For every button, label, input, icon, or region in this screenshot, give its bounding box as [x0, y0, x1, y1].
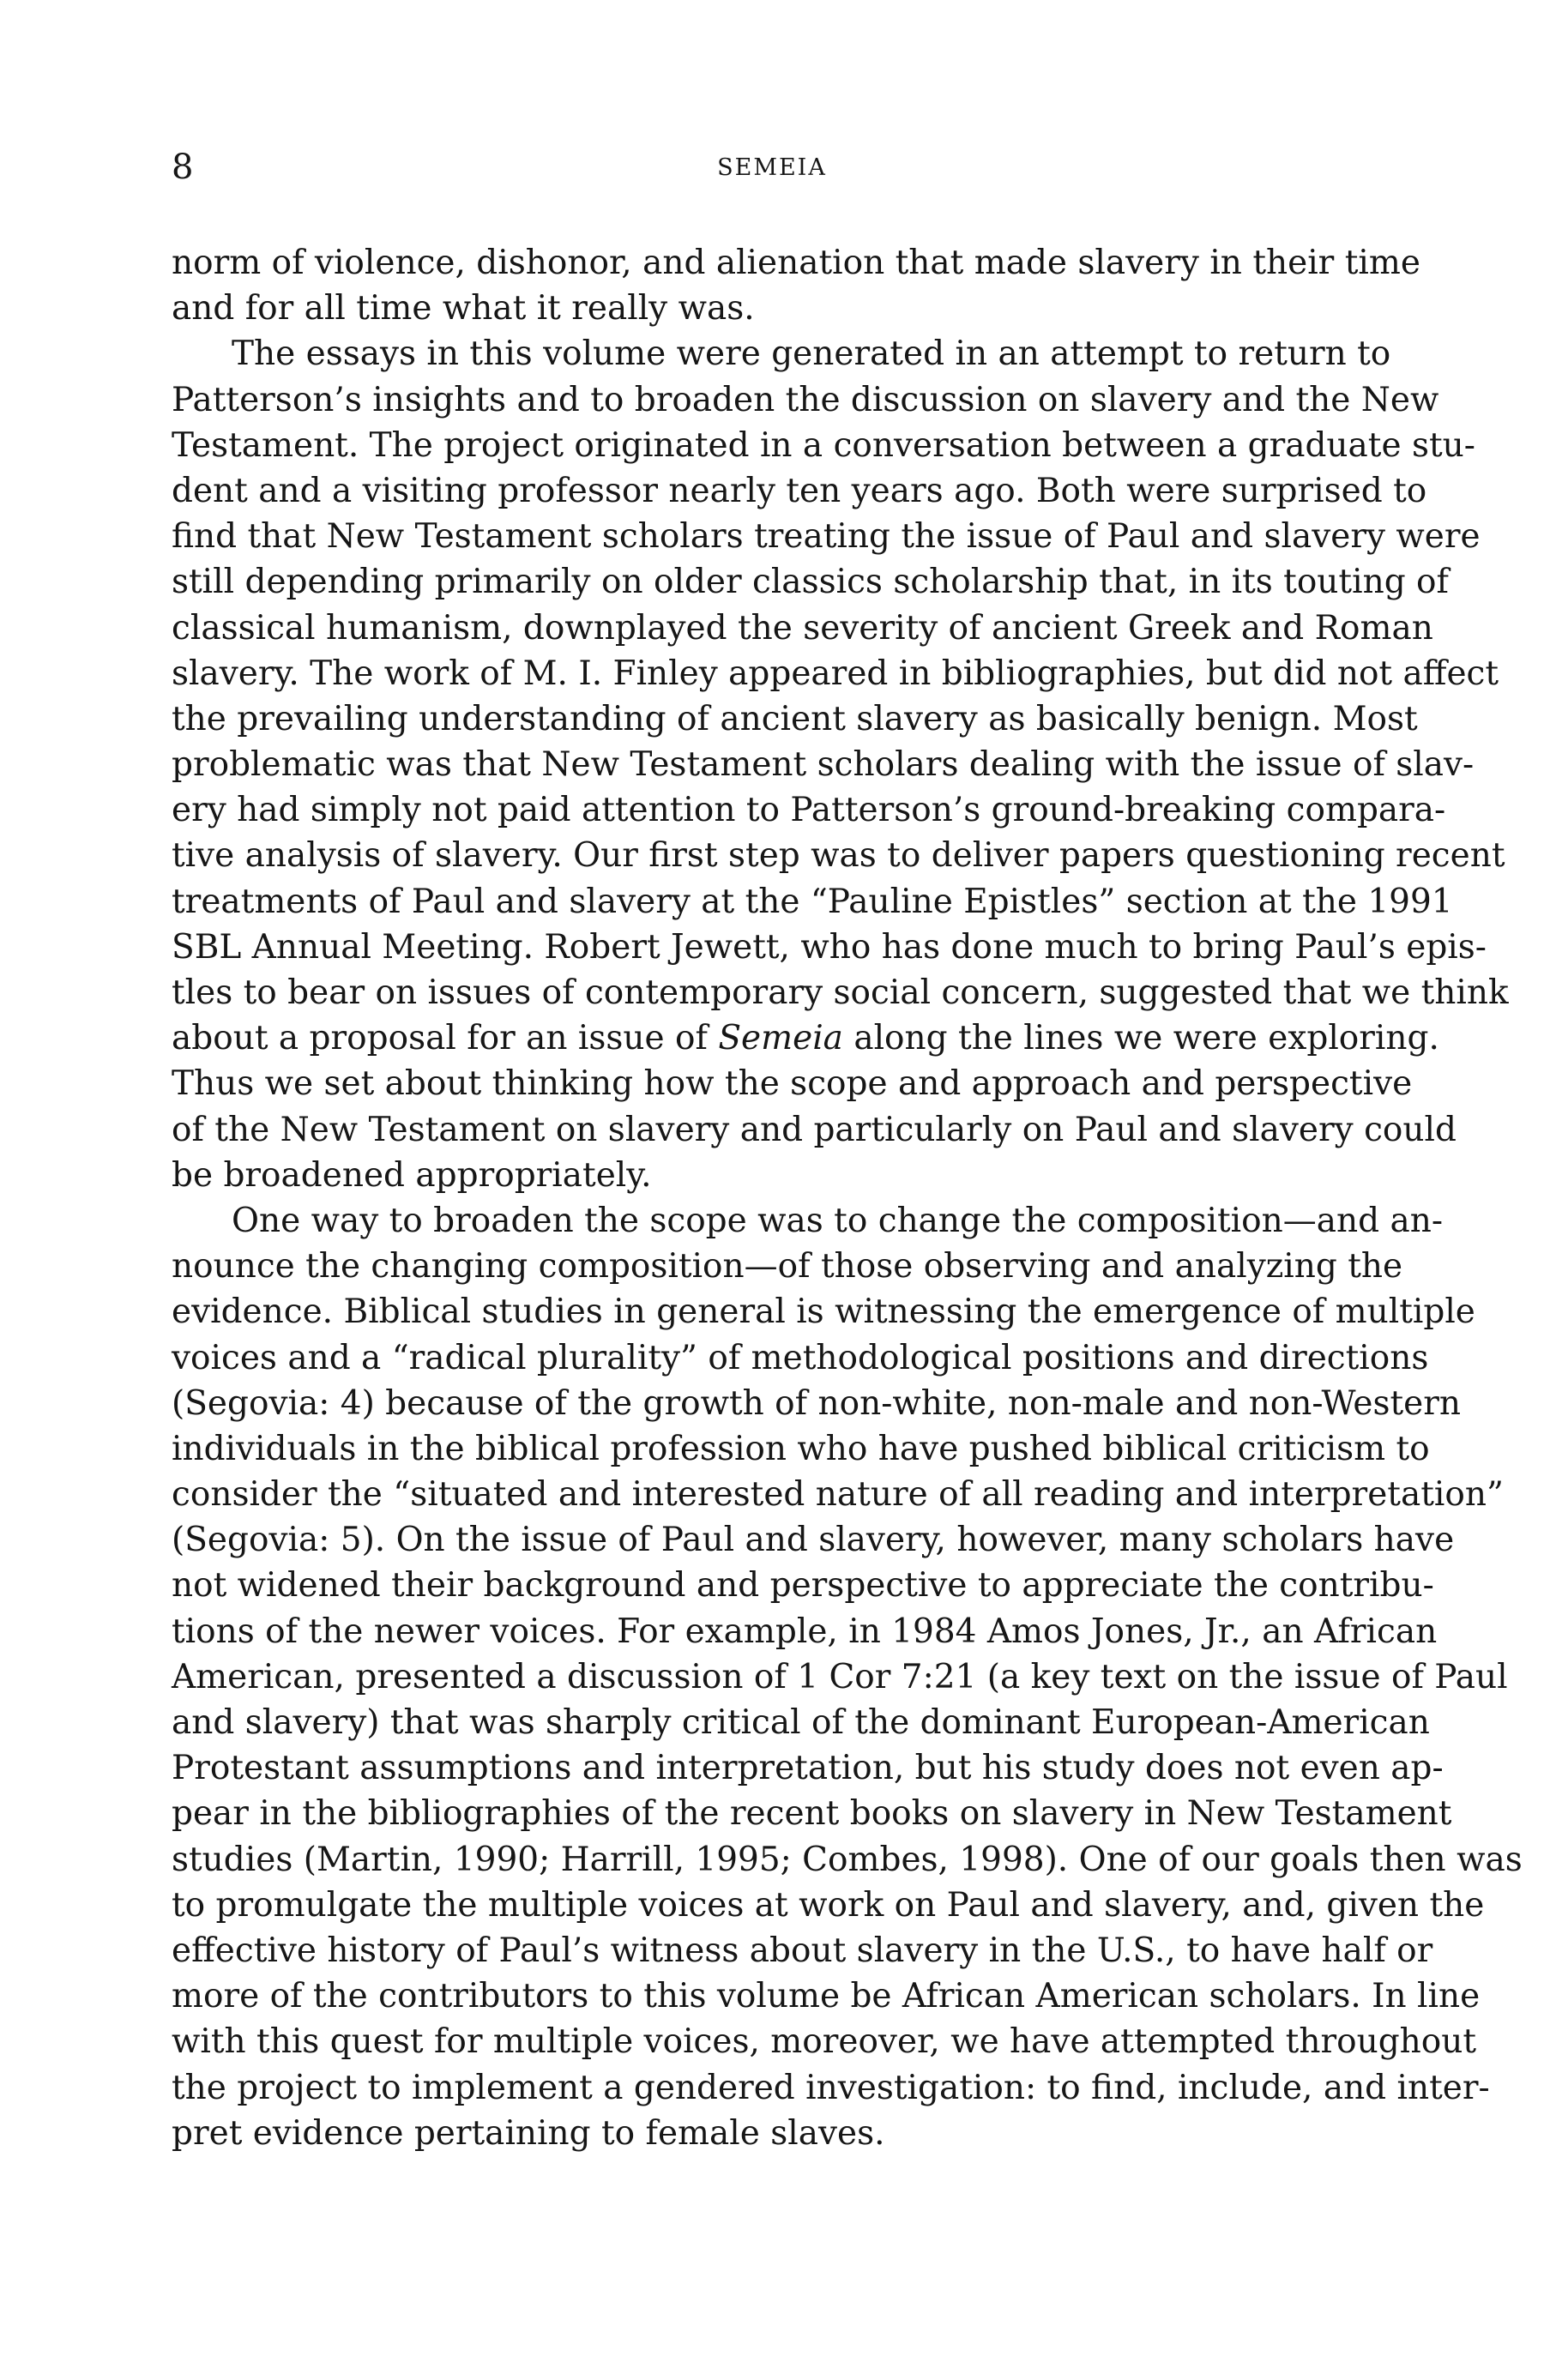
text-line: consider the “situated and interested nature of all reading and interpretation” — [172, 1475, 1504, 1515]
text-line: not widened their background and perspective to appreciate the contribu- — [172, 1566, 1434, 1606]
text-line: problematic was that New Testament scholars dealing with the issue of slav- — [172, 745, 1475, 785]
text-line: more of the contributors to this volume be African American scholars. In line — [172, 1977, 1481, 2016]
text-line: (Segovia: 5). On the issue of Paul and slavery, however, many scholars have — [172, 1521, 1455, 1560]
journal-title: SEMEIA — [717, 154, 827, 181]
text-line: The essays in this volume were generated in an attempt to return to — [232, 334, 1391, 374]
text-line: norm of violence, dishonor, and alienation that made slavery in their time — [172, 244, 1420, 282]
text-line: tles to bear on issues of contemporary social concern, suggested that we think — [172, 973, 1509, 1012]
text-line: voices and a “radical plurality” of methodological positions and directions — [172, 1338, 1429, 1377]
text-line: Protestant assumptions and interpretation, but his study does not even ap- — [172, 1749, 1444, 1788]
text-line: treatments of Paul and slavery at the “Pauline Epistles” section at the 1991 — [172, 882, 1453, 921]
text-line: and for all time what it really was. — [172, 289, 755, 328]
text-line: (Segovia: 4) because of the growth of non-white, non-male and non-Western — [172, 1383, 1461, 1423]
text-line: be broadened appropriately. — [172, 1155, 652, 1195]
text-line: tions of the newer voices. For example, in 1984 Amos Jones, Jr., an African — [172, 1612, 1438, 1651]
text-line: One way to broaden the scope was to change the composition—and an- — [232, 1201, 1444, 1240]
text-line: nounce the changing composition—of those observing and analyzing the — [172, 1247, 1403, 1286]
text-line-with-italic — [172, 1015, 1439, 1061]
text-line: American, presented a discussion of 1 Cor 7:21 (a key text on the issue of Paul — [172, 1657, 1508, 1696]
italic-title: Semeia — [718, 1019, 843, 1058]
text-line: still depending primarily on older classics scholarship that, in its touting of — [172, 563, 1449, 602]
text-line: of the New Testament on slavery and particularly on Paul and slavery could — [172, 1110, 1457, 1149]
text-run: about a proposal for an issue of — [172, 1019, 719, 1058]
text-line: classical humanism, downplayed the severity of ancient Greek and Roman — [172, 608, 1433, 648]
text-line: with this quest for multiple voices, moreover, we have attempted throughout — [172, 2022, 1477, 2062]
text-line: the prevailing understanding of ancient slavery as basically benign. Most — [172, 699, 1418, 738]
text-run: along the lines we were exploring. — [842, 1019, 1439, 1058]
text-line: individuals in the biblical profession who have pushed biblical criticism to — [172, 1429, 1430, 1468]
text-line: tive analysis of slavery. Our first step was to deliver papers questioning recent — [172, 836, 1505, 876]
text-line: and slavery) that was sharply critical of the dominant European-American — [172, 1703, 1430, 1742]
text-line: pear in the bibliographies of the recent books on slavery in New Testament — [172, 1794, 1452, 1834]
text-line: find that New Testament scholars treating the issue of Paul and slavery were — [172, 517, 1481, 557]
page-number: 8 — [172, 148, 194, 187]
text-line: Testament. The project originated in a conversation between a graduate stu- — [172, 425, 1475, 465]
text-line: dent and a visiting professor nearly ten years ago. Both were surprised to — [172, 471, 1427, 510]
text-line: SBL Annual Meeting. Robert Jewett, who has done much to bring Paul’s epis- — [172, 927, 1487, 967]
body-text — [172, 240, 1523, 2156]
text-line: studies (Martin, 1990; Harrill, 1995; Combes, 1998). One of our goals then was — [172, 1840, 1523, 1879]
text-line: Thus we set about thinking how the scope and approach and perspective — [172, 1064, 1413, 1104]
running-head — [172, 146, 1372, 197]
text-line: evidence. Biblical studies in general is witnessing the emergence of multiple — [172, 1292, 1475, 1332]
text-line: slavery. The work of M. I. Finley appeared in bibliographies, but did not affect — [172, 654, 1499, 693]
text-line: the project to implement a gendered investigation: to find, include, and inter- — [172, 2068, 1490, 2107]
text-line: effective history of Paul’s witness about slavery in the U.S., to have half or — [172, 1931, 1433, 1970]
text-line: pret evidence pertaining to female slaves. — [172, 2113, 885, 2153]
text-line: ery had simply not paid attention to Patterson’s ground-breaking compara- — [172, 791, 1446, 830]
text-line: to promulgate the multiple voices at work on Paul and slavery, and, given the — [172, 1885, 1485, 1925]
text-line: Patterson’s insights and to broaden the discussion on slavery and the New — [172, 380, 1439, 419]
